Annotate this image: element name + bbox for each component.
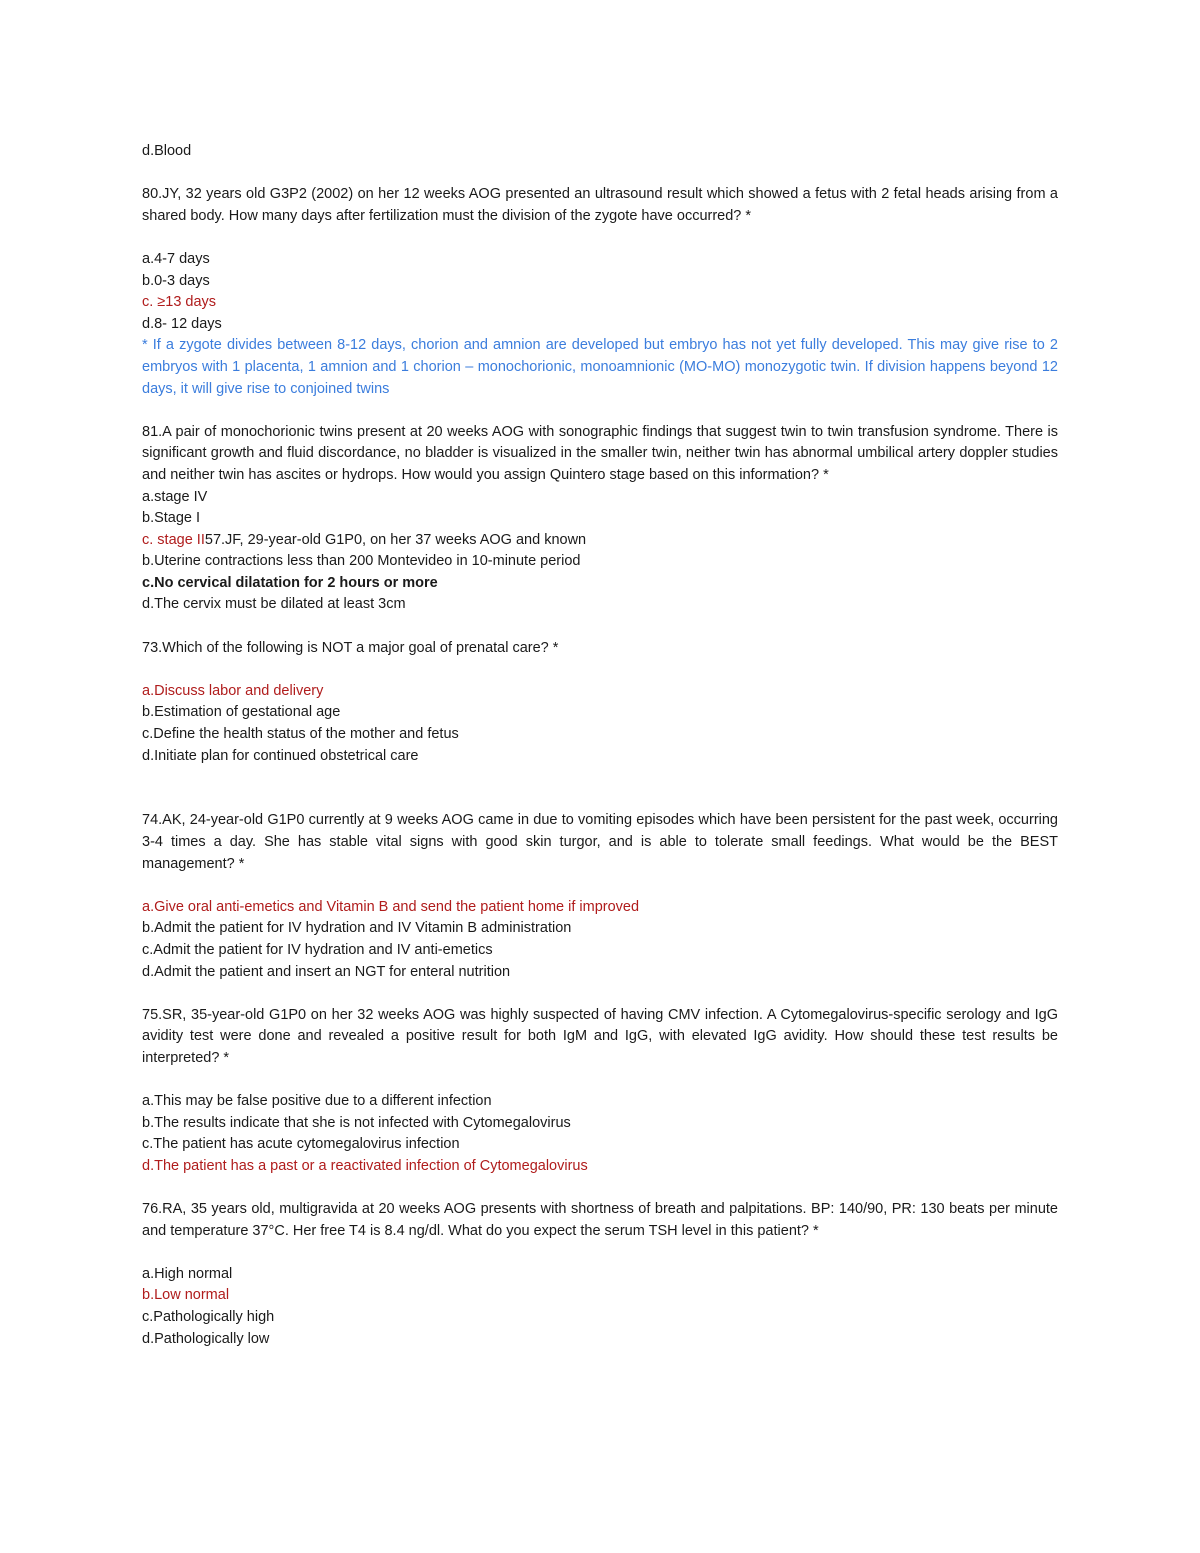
q80-option-c-answer: c. ≥13 days xyxy=(142,294,217,311)
q80-option-b: b.0-3 days xyxy=(142,272,210,289)
q74-option-b: b.Admit the patient for IV hydration and IV Vitamin B administration xyxy=(142,920,572,937)
q79-option-d: d.Blood xyxy=(142,143,192,159)
q80-question: 80.JY, 32 years old G3P2 (2002) on her 12 weeks AOG presented an ultrasound result which showed a fetus with 2 fetal heads arising from a shared body. How many days after fertilization must the division of the zygote have occurred? * xyxy=(142,186,1058,224)
q76-option-c: c.Pathologically high xyxy=(142,1309,275,1326)
q57-option-b: b.Uterine contractions less than 200 Montevideo in 10-minute period xyxy=(142,553,581,570)
q73-option-d: d.Initiate plan for continued obstetrical care xyxy=(142,747,419,764)
q74-option-c: c.Admit the patient for IV hydration and IV anti-emetics xyxy=(142,941,493,958)
q80-explanation: * If a zygote divides between 8-12 days, chorion and amnion are developed but embryo has not yet fully developed. This may give rise to 2 embryos with 1 placenta, 1 amnion and 1 chorion – monochorionic, monoamnionic (MO-MO) monozygotic twin. If division happens beyond 12 days, it will give rise to conjoined twins xyxy=(142,337,1058,397)
q80-option-d: d.8- 12 days xyxy=(142,315,222,332)
q73-option-b: b.Estimation of gestational age xyxy=(142,704,341,721)
q81-option-c-line xyxy=(142,530,1058,552)
q75-option-a: a.This may be false positive due to a different infection xyxy=(142,1093,492,1110)
q76-option-b-answer: b.Low normal xyxy=(142,1287,230,1304)
q76-question: 76.RA, 35 years old, multigravida at 20 weeks AOG presents with shortness of breath and palpitations. BP: 140/90, PR: 130 beats per minute and temperature 37°C. Her free T4 is 8.4 ng/dl. What do you expect the serum TSH level in this patient? * xyxy=(142,1201,1058,1239)
q74-option-a-answer: a.Give oral anti-emetics and Vitamin B and send the patient home if improved xyxy=(142,898,640,915)
q75-option-c: c.The patient has acute cytomegalovirus infection xyxy=(142,1136,460,1153)
q81-option-c-answer: c. stage II xyxy=(142,531,205,548)
q73-question: 73.Which of the following is NOT a major goal of prenatal care? * xyxy=(142,639,559,656)
q57-option-c-answer: c.No cervical dilatation for 2 hours or more xyxy=(142,574,438,591)
q76-option-d: d.Pathologically low xyxy=(142,1330,270,1347)
q57-question-fragment: 57.JF, 29-year-old G1P0, on her 37 weeks AOG and known xyxy=(204,531,587,548)
q74-option-d: d.Admit the patient and insert an NGT for enteral nutrition xyxy=(142,963,511,980)
q74-question: 74.AK, 24-year-old G1P0 currently at 9 weeks AOG came in due to vomiting episodes which have been persistent for the past week, occurring 3-4 times a day. She has stable vital signs with good skin turgor, and is able to tolerate small feedings. What would be the BEST management? * xyxy=(142,812,1058,872)
q81-question: 81.A pair of monochorionic twins present at 20 weeks AOG with sonographic findings that suggest twin to twin transfusion syndrome. There is significant growth and fluid discordance, no bladder is visualized in the smaller twin, neither twin has abnormal umbilical artery doppler studies and neither twin has ascites or hydrops. How would you assign Quintero stage based on this information? * xyxy=(142,423,1058,483)
document-page xyxy=(142,141,1058,1350)
q75-option-b: b.The results indicate that she is not infected with Cytomegalovirus xyxy=(142,1114,571,1131)
q75-question: 75.SR, 35-year-old G1P0 on her 32 weeks AOG was highly suspected of having CMV infection. A Cytomegalovirus-specific serology and IgG avidity test were done and revealed a positive result for both IgM and IgG, with elevated IgG avidity. How should these test results be interpreted? * xyxy=(142,1006,1058,1066)
q76-option-a: a.High normal xyxy=(142,1265,233,1282)
q80-option-a: a.4-7 days xyxy=(142,250,210,267)
q57-option-d: d.The cervix must be dilated at least 3cm xyxy=(142,596,406,613)
q81-option-a: a.stage IV xyxy=(142,488,208,505)
q73-option-a-answer: a.Discuss labor and delivery xyxy=(142,682,324,699)
q81-option-b: b.Stage I xyxy=(142,510,201,527)
q75-option-d-answer: d.The patient has a past or a reactivated infection of Cytomegalovirus xyxy=(142,1157,588,1174)
q73-option-c: c.Define the health status of the mother and fetus xyxy=(142,726,459,743)
